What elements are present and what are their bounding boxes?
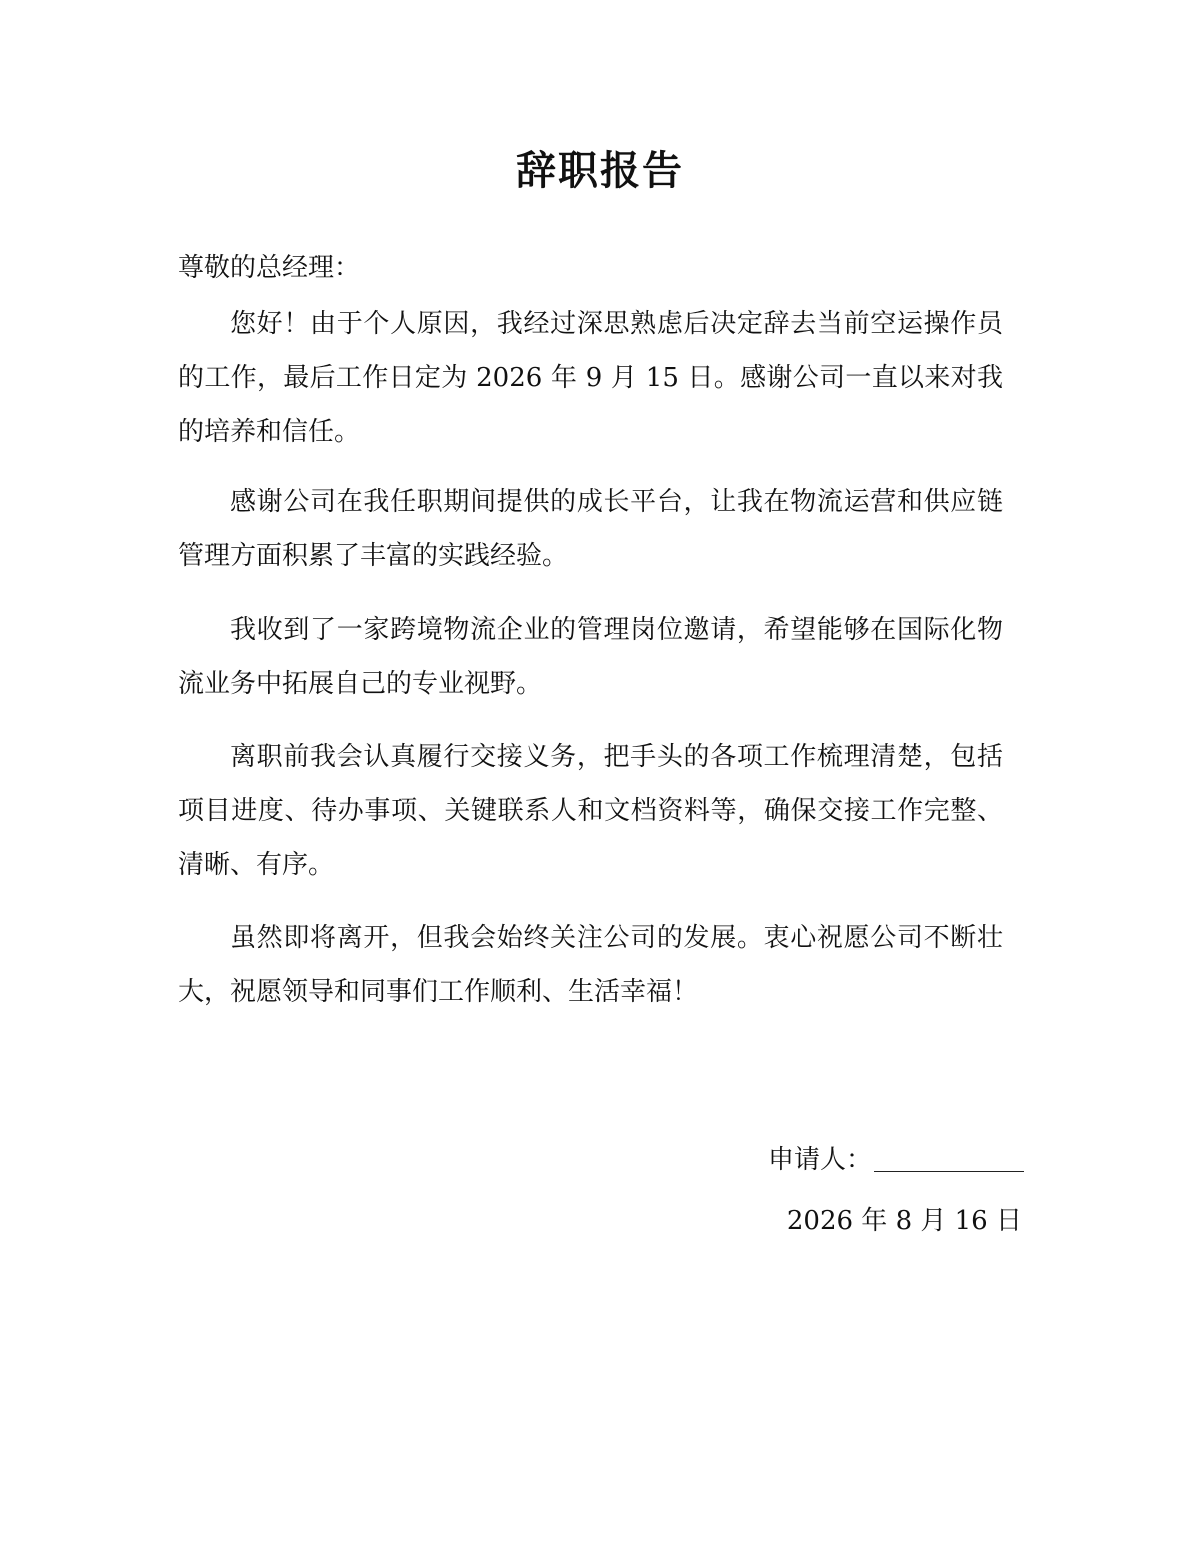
signature-block (768, 1140, 1024, 1180)
signature-date: 2026 年 8 月 16 日 (786, 1206, 1022, 1236)
signature-line (874, 1141, 1024, 1172)
paragraph-5: 虽然即将离开，但我会始终关注公司的发展。衷心祝愿公司不断壮大，祝愿领导和同事们工作顺利、生活幸福！ (178, 923, 1003, 1007)
salutation: 尊敬的总经理： (178, 253, 361, 283)
paragraph-3: 我收到了一家跨境物流企业的管理岗位邀请，希望能够在国际化物流业务中拓展自己的专业视野。 (178, 615, 1003, 699)
paragraph-1: 您好！由于个人原因，我经过深思熟虑后决定辞去当前空运操作员的工作，最后工作日定为 2026 年 9 月 15 日。感谢公司一直以来对我的培养和信任。 (178, 309, 1003, 447)
paragraph-2: 感谢公司在我任职期间提供的成长平台，让我在物流运营和供应链管理方面积累了丰富的实践经验。 (178, 487, 1003, 571)
document-title: 辞职报告 (516, 148, 684, 194)
paragraph-4: 离职前我会认真履行交接义务，把手头的各项工作梳理清楚，包括项目进度、待办事项、关键联系人和文档资料等，确保交接工作完整、清晰、有序。 (178, 742, 1003, 880)
applicant-label: 申请人： (767, 1145, 872, 1175)
